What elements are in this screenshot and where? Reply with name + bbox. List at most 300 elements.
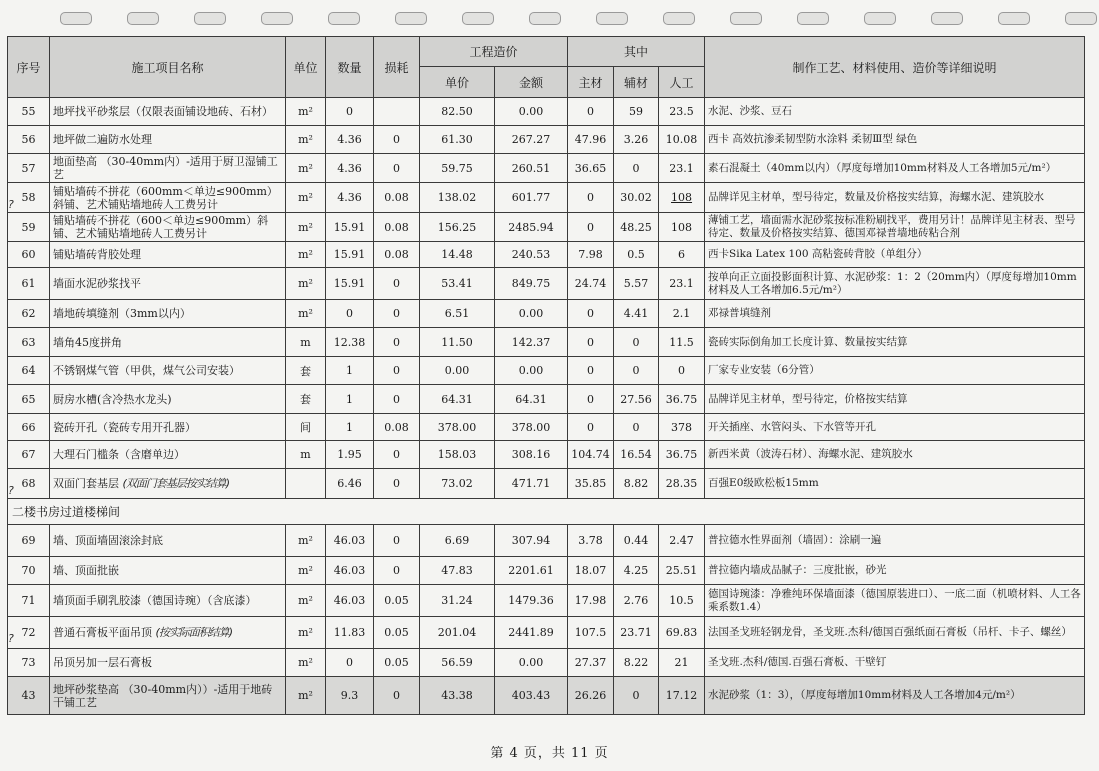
cell-qty <box>326 98 374 126</box>
cell-loss-text: 0 <box>393 564 400 577</box>
cell-loss-text: 0 <box>393 133 400 146</box>
cell-main <box>568 557 614 585</box>
cell-price-text: 156.25 <box>437 220 477 234</box>
cell-aux-text: 0 <box>632 335 640 349</box>
cell-main-text: 0 <box>587 335 595 349</box>
cell-unit <box>286 126 326 154</box>
cell-price-text: 43.38 <box>441 689 473 702</box>
rows-group-b <box>8 525 1085 677</box>
cell-aux <box>614 677 659 715</box>
cell-price <box>420 677 495 715</box>
cell-unit <box>286 154 326 183</box>
cell-seq <box>8 557 50 585</box>
cell-seq <box>8 585 50 617</box>
cell-name-text: 普通石膏板平面吊顶 <box>53 626 152 639</box>
cell-loss <box>374 649 420 677</box>
cell-loss-text: 0.05 <box>384 594 409 607</box>
header-seq: 序号 <box>8 37 50 98</box>
cell-desc-text: 圣戈班.杰科/德国.百强石膏板、干壁钉 <box>708 656 887 668</box>
cell-main-text: 7.98 <box>578 248 603 261</box>
cell-seq <box>8 213 50 242</box>
cell-aux-text: 0 <box>632 689 640 702</box>
cell-aux-text: 3.26 <box>623 133 649 146</box>
cell-aux-text: 0 <box>632 161 640 175</box>
cell-desc-text: 瓷砖实际倒角加工长度计算、数量按实结算 <box>708 335 908 348</box>
cell-main <box>568 328 614 357</box>
cell-amount-text: 260.51 <box>511 161 551 175</box>
cell-qty <box>326 242 374 268</box>
binding-hole <box>797 12 829 25</box>
cell-unit <box>286 213 326 242</box>
cell-price <box>420 242 495 268</box>
binding-hole <box>194 12 226 25</box>
cell-unit-text: m² <box>298 534 313 547</box>
binding-hole <box>864 12 896 25</box>
cell-name <box>50 617 286 649</box>
cell-name <box>50 154 286 183</box>
cell-desc <box>705 617 1085 649</box>
cell-seq-text: 71 <box>21 594 36 607</box>
cell-qty <box>326 213 374 242</box>
cell-seq <box>8 441 50 469</box>
cell-labor-text: 28.35 <box>665 477 698 490</box>
cell-aux <box>614 441 659 469</box>
cell-main-text: 104.74 <box>571 448 610 461</box>
cell-unit <box>286 469 326 499</box>
table-row <box>8 328 1085 357</box>
cell-price-text: 59.75 <box>441 161 473 175</box>
cell-seq-text: 62 <box>21 307 36 320</box>
cell-amount-text: 1479.36 <box>508 594 554 607</box>
cell-desc <box>705 126 1085 154</box>
cell-qty <box>326 300 374 328</box>
cell-main-text: 17.98 <box>574 594 607 607</box>
cell-amount <box>495 154 568 183</box>
cell-main <box>568 617 614 649</box>
table-row <box>8 98 1085 126</box>
cell-qty-text: 0 <box>346 105 353 118</box>
cell-labor <box>659 585 705 617</box>
cell-desc-text: 品牌详见主材单，型号待定，价格按实结算 <box>708 392 908 405</box>
cell-qty-text: 15.91 <box>333 277 366 290</box>
cell-seq-text: 60 <box>21 248 36 261</box>
cell-labor <box>659 385 705 414</box>
cell-seq-text: 59 <box>21 220 36 234</box>
binding-hole <box>730 12 762 25</box>
cell-price <box>420 585 495 617</box>
cell-seq <box>8 98 50 126</box>
cell-labor <box>659 213 705 242</box>
cell-aux-text: 4.25 <box>623 564 649 577</box>
rows-group-last <box>8 677 1085 715</box>
cell-labor <box>659 357 705 385</box>
header-cost-group: 工程造价 <box>420 37 568 67</box>
cell-qty-text: 46.03 <box>333 534 366 547</box>
table-row <box>8 617 1085 649</box>
cell-main <box>568 213 614 242</box>
cell-aux-text: 8.82 <box>623 477 649 490</box>
cell-labor <box>659 557 705 585</box>
cell-qty <box>326 617 374 649</box>
cell-qty <box>326 154 374 183</box>
cell-amount <box>495 98 568 126</box>
cell-name-text: 墙角45度拼角 <box>53 335 122 349</box>
margin-mark-68: ? <box>8 484 14 497</box>
cell-unit-text: m² <box>298 594 313 607</box>
cell-labor-text: 0 <box>678 364 686 377</box>
cell-labor-text: 21 <box>674 656 689 669</box>
cell-price-text: 56.59 <box>441 656 473 669</box>
cell-aux <box>614 183 659 213</box>
table-row <box>8 154 1085 183</box>
cell-main <box>568 268 614 300</box>
binding-hole <box>596 12 628 25</box>
table-row <box>8 213 1085 242</box>
cell-qty-text: 4.36 <box>337 161 362 175</box>
cell-price-text: 201.04 <box>437 626 477 639</box>
cell-name-text: 厨房水槽(含冷热水龙头) <box>53 392 172 406</box>
cell-labor <box>659 414 705 441</box>
cell-loss <box>374 268 420 300</box>
cell-main <box>568 300 614 328</box>
cell-loss-text: 0 <box>393 335 400 349</box>
cell-unit-text: 套 <box>300 364 311 378</box>
cell-main <box>568 441 614 469</box>
cell-unit-text: m² <box>298 161 313 175</box>
cell-labor-text: 23.1 <box>669 161 694 175</box>
cell-name-text: 墙、顶面墙固滚涂封底 <box>53 534 163 547</box>
cell-qty-text: 1 <box>346 364 353 377</box>
cell-desc <box>705 213 1085 242</box>
cell-unit-text: m² <box>298 133 313 146</box>
margin-mark-58: ? <box>8 198 14 211</box>
cell-loss-text: 0 <box>393 364 400 377</box>
table-row <box>8 126 1085 154</box>
cell-price-text: 378.00 <box>437 420 477 434</box>
table-row <box>8 525 1085 557</box>
cell-labor <box>659 98 705 126</box>
cell-unit-text: m² <box>298 191 313 204</box>
cell-main-text: 0 <box>587 220 595 234</box>
cell-amount-text: 307.94 <box>511 534 551 547</box>
cell-desc-text: 德国诗琬漆：净雅纯环保墙面漆（德国原装进口）、一底二面（机喷材料、人工各乘系数1.4） <box>708 587 1081 613</box>
cell-desc-text: 开关插座、水管闷头、下水管等开孔 <box>708 420 877 433</box>
cell-qty <box>326 557 374 585</box>
cell-unit <box>286 677 326 715</box>
cell-qty-text: 4.36 <box>337 133 362 146</box>
cell-qty-text: 15.91 <box>333 220 366 234</box>
cell-labor-text: 36.75 <box>665 392 698 406</box>
cell-name <box>50 557 286 585</box>
cell-aux <box>614 469 659 499</box>
cell-name <box>50 242 286 268</box>
cell-labor <box>659 242 705 268</box>
cell-desc <box>705 268 1085 300</box>
cell-unit <box>286 649 326 677</box>
cell-labor <box>659 154 705 183</box>
cell-name-text: 地坪找平砂浆层（仅限表面铺设地砖、石材） <box>53 105 273 118</box>
handwritten-note: (双面门套基层按实结算) <box>122 477 230 490</box>
cell-aux <box>614 385 659 414</box>
cell-qty <box>326 328 374 357</box>
cell-qty <box>326 126 374 154</box>
cell-name <box>50 414 286 441</box>
cell-unit <box>286 183 326 213</box>
cell-name <box>50 357 286 385</box>
cell-main <box>568 649 614 677</box>
cell-name-text: 铺贴墙砖不拼花（600＜单边≤900mm）斜铺、艺术铺贴墙地砖人工费另计 <box>53 214 269 240</box>
cell-labor <box>659 328 705 357</box>
header-labor: 人工 <box>659 67 705 98</box>
cell-name <box>50 300 286 328</box>
cell-price <box>420 525 495 557</box>
cell-unit-text: m² <box>298 656 313 669</box>
cell-seq <box>8 525 50 557</box>
cell-labor <box>659 126 705 154</box>
cell-amount <box>495 268 568 300</box>
cell-amount <box>495 126 568 154</box>
cell-seq-text: 69 <box>21 534 36 547</box>
cell-price <box>420 557 495 585</box>
cell-name-text: 铺贴墙砖不拼花（600mm＜单边≤900mm）斜铺、艺术铺贴墙地砖人工费另计 <box>53 184 278 211</box>
header-unit-price: 单价 <box>420 67 495 98</box>
header-name: 施工项目名称 <box>50 37 286 98</box>
binding-hole <box>127 12 159 25</box>
cell-unit-text: m² <box>298 689 313 702</box>
cell-desc <box>705 585 1085 617</box>
cell-main-text: 36.65 <box>574 161 607 175</box>
cell-amount <box>495 617 568 649</box>
cell-labor <box>659 617 705 649</box>
cell-main-text: 0 <box>587 105 595 118</box>
cell-aux <box>614 649 659 677</box>
cell-main <box>568 183 614 213</box>
cell-qty <box>326 677 374 715</box>
cell-price-text: 61.30 <box>441 133 473 146</box>
cell-aux <box>614 557 659 585</box>
cell-amount <box>495 585 568 617</box>
table-row <box>8 183 1085 213</box>
header-amount: 金额 <box>495 67 568 98</box>
cell-seq-text: 67 <box>21 448 36 461</box>
handwritten-note: (按实际面积结算) <box>155 626 233 639</box>
cell-desc <box>705 183 1085 213</box>
cell-desc <box>705 557 1085 585</box>
cell-labor-text: 17.12 <box>665 689 698 702</box>
cell-loss <box>374 414 420 441</box>
binding-hole <box>1065 12 1097 25</box>
cell-price-text: 6.69 <box>444 534 470 547</box>
cell-name <box>50 585 286 617</box>
cell-aux-text: 5.57 <box>623 277 649 290</box>
cell-main-text: 27.37 <box>574 656 607 669</box>
cell-aux <box>614 328 659 357</box>
cell-qty <box>326 385 374 414</box>
cell-qty <box>326 585 374 617</box>
cell-seq-text: 55 <box>21 105 36 118</box>
cell-loss-text: 0 <box>393 277 400 290</box>
table-row <box>8 414 1085 441</box>
cell-desc-text: 素石混凝土（40mm以内）（厚度每增加10mm材料及人工各增加5元/m²） <box>708 161 1057 174</box>
cell-labor <box>659 300 705 328</box>
cell-qty-text: 1.95 <box>337 448 362 461</box>
cell-desc <box>705 328 1085 357</box>
cell-price-text: 14.48 <box>441 248 473 261</box>
cell-aux-text: 0.5 <box>627 248 645 261</box>
cell-aux <box>614 154 659 183</box>
rows-group-a <box>8 98 1085 499</box>
cell-amount-text: 308.16 <box>511 448 551 461</box>
cell-unit <box>286 525 326 557</box>
cell-desc <box>705 242 1085 268</box>
cell-unit-text: m² <box>298 248 313 261</box>
cell-loss <box>374 617 420 649</box>
cell-loss <box>374 213 420 242</box>
cell-labor-text: 108 <box>671 220 693 234</box>
cell-main-text: 0 <box>587 191 595 204</box>
header-qty: 数量 <box>326 37 374 98</box>
cell-name-text: 吊顶另加一层石膏板 <box>53 656 152 669</box>
cell-loss <box>374 242 420 268</box>
cell-qty <box>326 469 374 499</box>
cell-unit <box>286 268 326 300</box>
cell-qty <box>326 357 374 385</box>
cell-name <box>50 268 286 300</box>
cell-unit-text: 套 <box>300 393 311 406</box>
cell-name <box>50 441 286 469</box>
cell-loss <box>374 126 420 154</box>
cell-qty-text: 1 <box>346 420 353 434</box>
cell-seq-text: 58 <box>21 191 36 204</box>
cell-aux <box>614 300 659 328</box>
cell-price <box>420 617 495 649</box>
cell-main-text: 26.26 <box>574 689 607 702</box>
cell-aux-text: 0 <box>632 420 640 434</box>
cell-labor-text: 23.1 <box>669 277 694 290</box>
cell-loss <box>374 525 420 557</box>
cell-aux-text: 2.76 <box>623 594 649 607</box>
table-row <box>8 677 1085 715</box>
cell-amount-text: 2485.94 <box>508 220 554 234</box>
cell-aux <box>614 585 659 617</box>
cell-loss-text: 0.08 <box>384 248 409 261</box>
cell-labor <box>659 268 705 300</box>
cell-price-text: 64.31 <box>441 392 473 406</box>
cell-labor-text: 2.1 <box>672 307 691 320</box>
cell-price <box>420 469 495 499</box>
table-row <box>8 268 1085 300</box>
cell-price <box>420 414 495 441</box>
table-row <box>8 242 1085 268</box>
cell-labor-text: 378 <box>671 420 693 434</box>
cell-unit <box>286 242 326 268</box>
cell-qty-text: 11.83 <box>333 626 366 639</box>
cell-aux <box>614 414 659 441</box>
cell-price <box>420 441 495 469</box>
cell-loss-text: 0 <box>393 477 400 490</box>
table-row <box>8 385 1085 414</box>
cell-seq <box>8 677 50 715</box>
cell-seq-text: 65 <box>21 392 36 406</box>
cell-price <box>420 183 495 213</box>
cell-unit <box>286 585 326 617</box>
cell-unit <box>286 385 326 414</box>
cell-unit <box>286 328 326 357</box>
cell-name <box>50 98 286 126</box>
table-row <box>8 585 1085 617</box>
cell-seq-text: 57 <box>21 161 36 175</box>
cell-aux-text: 30.02 <box>620 191 652 204</box>
cell-price-text: 138.02 <box>437 191 477 204</box>
cell-loss-text: 0 <box>393 392 400 406</box>
cell-name-text: 瓷砖开孔（瓷砖专用开孔器） <box>53 420 196 434</box>
cell-seq <box>8 300 50 328</box>
cell-qty <box>326 525 374 557</box>
cell-name-text: 墙、顶面批嵌 <box>53 564 119 577</box>
cell-main <box>568 525 614 557</box>
cell-price-text: 82.50 <box>441 105 473 118</box>
section-title: 二楼书房过道楼梯间 <box>8 499 1085 525</box>
cell-amount-text: 601.77 <box>511 191 551 204</box>
cell-price <box>420 385 495 414</box>
cell-qty <box>326 441 374 469</box>
cell-desc <box>705 357 1085 385</box>
cell-price-text: 0.00 <box>444 364 470 377</box>
cell-price-text: 158.03 <box>437 448 477 461</box>
cell-aux <box>614 525 659 557</box>
cell-name <box>50 525 286 557</box>
cell-main-text: 35.85 <box>574 477 607 490</box>
cell-unit-text: m <box>300 448 311 461</box>
cell-price-text: 11.50 <box>441 335 473 349</box>
cell-price-text: 73.02 <box>441 477 473 490</box>
cell-price-text: 53.41 <box>441 277 473 290</box>
cell-loss-text: 0.08 <box>384 420 409 434</box>
cell-main-text: 0 <box>587 392 595 406</box>
cell-loss <box>374 585 420 617</box>
cell-loss-text: 0 <box>393 534 400 547</box>
binding-hole <box>395 12 427 25</box>
cell-name-text: 墙顶面手刷乳胶漆（德国诗琬）（含底漆） <box>53 594 257 607</box>
cell-qty-text: 4.36 <box>337 191 362 204</box>
cell-amount <box>495 300 568 328</box>
cell-loss <box>374 357 420 385</box>
cell-amount-text: 2441.89 <box>508 626 554 639</box>
header-sub-group: 其中 <box>568 37 705 67</box>
cell-name-text: 不锈钢煤气管（甲供，煤气公司安装） <box>53 364 240 377</box>
cell-desc-text: 百强E0级欧松板15mm <box>708 477 819 489</box>
cell-amount <box>495 649 568 677</box>
header-desc: 制作工艺、材料使用、造价等详细说明 <box>705 37 1085 98</box>
cell-name-text: 地面垫高 （30-40mm内）-适用于厨卫湿铺工艺 <box>53 155 278 181</box>
binding-hole <box>529 12 561 25</box>
cell-labor <box>659 525 705 557</box>
table-row <box>8 300 1085 328</box>
cell-seq <box>8 126 50 154</box>
cell-desc-text: 法国圣戈班轻钢龙骨，圣戈班.杰科/德国百强纸面石膏板（吊杆、卡子、螺丝） <box>708 626 1072 638</box>
cell-amount-text: 471.71 <box>511 477 551 490</box>
cell-name-text: 地坪做二遍防水处理 <box>53 133 152 146</box>
cell-labor <box>659 183 705 213</box>
cell-labor <box>659 649 705 677</box>
cell-qty <box>326 649 374 677</box>
cell-aux <box>614 98 659 126</box>
cell-amount <box>495 557 568 585</box>
cell-loss <box>374 328 420 357</box>
cell-main-text: 107.5 <box>574 626 607 639</box>
cell-desc-text: 品牌详见主材单，型号待定，数量及价格按实结算，海螺水泥、建筑胶水 <box>708 191 1045 203</box>
cell-price <box>420 126 495 154</box>
